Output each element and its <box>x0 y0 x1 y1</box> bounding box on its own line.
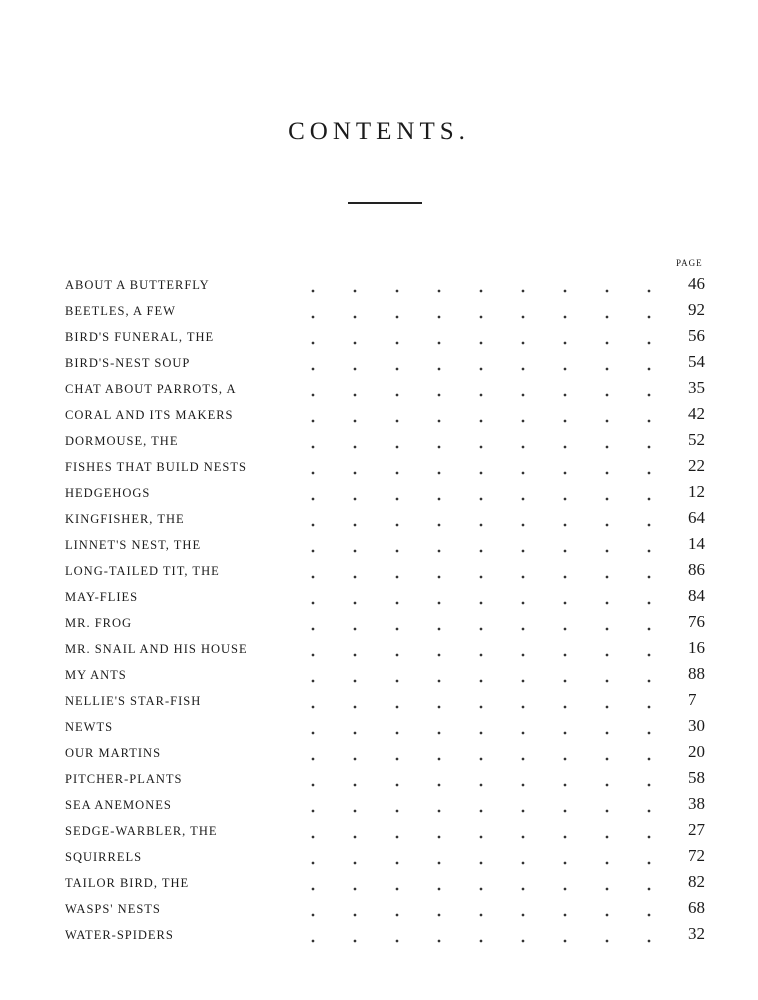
contents-entry <box>0 817 758 843</box>
entry-page-number: 82 <box>688 872 705 891</box>
dot-leader <box>292 393 670 397</box>
dot-leader <box>292 653 670 657</box>
title-divider <box>348 202 422 204</box>
entry-title: TAILOR BIRD, THE <box>65 876 190 890</box>
entry-title: NEWTS <box>65 720 114 734</box>
dot-leader <box>292 913 670 917</box>
dot-leader <box>292 315 670 319</box>
entry-title: NELLIE'S STAR-FISH <box>65 694 202 708</box>
dot-leader <box>292 705 670 709</box>
entry-title: OUR MARTINS <box>65 746 162 760</box>
entry-title: LONG-TAILED TIT, THE <box>65 564 220 578</box>
page-column-label: PAGE <box>676 258 703 268</box>
contents-entry <box>0 479 758 505</box>
contents-entry <box>0 661 758 687</box>
entry-title: MY ANTS <box>65 668 127 682</box>
dot-leader <box>292 341 670 345</box>
entry-page-number: 86 <box>688 560 705 579</box>
dot-leader <box>292 419 670 423</box>
contents-entry <box>0 271 758 297</box>
entry-title: SEDGE-WARBLER, THE <box>65 824 218 838</box>
entry-page-number: 14 <box>688 534 705 553</box>
entry-title: FISHES THAT BUILD NESTS <box>65 460 247 474</box>
entry-title: CHAT ABOUT PARROTS, A <box>65 382 237 396</box>
contents-entry <box>0 687 758 713</box>
entry-page-number: 42 <box>688 404 705 423</box>
dot-leader <box>292 861 670 865</box>
entry-title: BIRD'S-NEST SOUP <box>65 356 191 370</box>
entry-title: SQUIRRELS <box>65 850 143 864</box>
contents-entry <box>0 323 758 349</box>
entry-page-number: 7 <box>688 690 697 709</box>
entry-page-number: 92 <box>688 300 705 319</box>
entry-page-number: 46 <box>688 274 705 293</box>
contents-entry <box>0 609 758 635</box>
entry-title: SEA ANEMONES <box>65 798 172 812</box>
entry-page-number: 20 <box>688 742 705 761</box>
entry-page-number: 64 <box>688 508 705 527</box>
contents-entry <box>0 713 758 739</box>
contents-entry <box>0 375 758 401</box>
entry-page-number: 35 <box>688 378 705 397</box>
dot-leader <box>292 939 670 943</box>
contents-entry <box>0 791 758 817</box>
dot-leader <box>292 731 670 735</box>
entry-title: DORMOUSE, THE <box>65 434 179 448</box>
contents-entry <box>0 635 758 661</box>
entry-title: HEDGEHOGS <box>65 486 151 500</box>
dot-leader <box>292 523 670 527</box>
entry-page-number: 22 <box>688 456 705 475</box>
dot-leader <box>292 601 670 605</box>
dot-leader <box>292 887 670 891</box>
entry-title: MR. FROG <box>65 616 133 630</box>
entry-title: KINGFISHER, THE <box>65 512 185 526</box>
entry-title: CORAL AND ITS MAKERS <box>65 408 234 422</box>
entry-title: PITCHER-PLANTS <box>65 772 183 786</box>
entry-page-number: 16 <box>688 638 705 657</box>
entry-page-number: 32 <box>688 924 705 943</box>
entry-page-number: 56 <box>688 326 705 345</box>
dot-leader <box>292 679 670 683</box>
dot-leader <box>292 757 670 761</box>
dot-leader <box>292 835 670 839</box>
entry-page-number: 76 <box>688 612 705 631</box>
contents-entry <box>0 739 758 765</box>
contents-entry <box>0 297 758 323</box>
dot-leader <box>292 471 670 475</box>
entry-page-number: 58 <box>688 768 705 787</box>
entry-page-number: 38 <box>688 794 705 813</box>
contents-entry <box>0 505 758 531</box>
contents-entry <box>0 453 758 479</box>
contents-entry <box>0 869 758 895</box>
dot-leader <box>292 367 670 371</box>
contents-entry <box>0 843 758 869</box>
entry-page-number: 12 <box>688 482 705 501</box>
entry-title: WASPS' NESTS <box>65 902 161 916</box>
contents-entry <box>0 921 758 947</box>
entry-page-number: 52 <box>688 430 705 449</box>
dot-leader <box>292 497 670 501</box>
dot-leader <box>292 549 670 553</box>
contents-entry <box>0 427 758 453</box>
entry-title: BIRD'S FUNERAL, THE <box>65 330 215 344</box>
contents-entry <box>0 583 758 609</box>
entry-page-number: 27 <box>688 820 705 839</box>
dot-leader <box>292 289 670 293</box>
entry-title: BEETLES, A FEW <box>65 304 176 318</box>
contents-entry <box>0 895 758 921</box>
entry-title: MR. SNAIL AND HIS HOUSE <box>65 642 248 656</box>
dot-leader <box>292 627 670 631</box>
contents-entry <box>0 557 758 583</box>
entry-page-number: 72 <box>688 846 705 865</box>
dot-leader <box>292 575 670 579</box>
dot-leader <box>292 783 670 787</box>
contents-list <box>0 271 758 947</box>
entry-page-number: 84 <box>688 586 705 605</box>
dot-leader <box>292 445 670 449</box>
entry-page-number: 88 <box>688 664 705 683</box>
entry-title: ABOUT A BUTTERFLY <box>65 278 210 292</box>
entry-title: WATER-SPIDERS <box>65 928 174 942</box>
page-title: CONTENTS. <box>288 118 470 145</box>
entry-page-number: 30 <box>688 716 705 735</box>
contents-entry <box>0 349 758 375</box>
contents-entry <box>0 765 758 791</box>
entry-page-number: 54 <box>688 352 705 371</box>
entry-title: LINNET'S NEST, THE <box>65 538 202 552</box>
entry-page-number: 68 <box>688 898 705 917</box>
dot-leader <box>292 809 670 813</box>
contents-entry <box>0 531 758 557</box>
entry-title: MAY-FLIES <box>65 590 139 604</box>
contents-entry <box>0 401 758 427</box>
